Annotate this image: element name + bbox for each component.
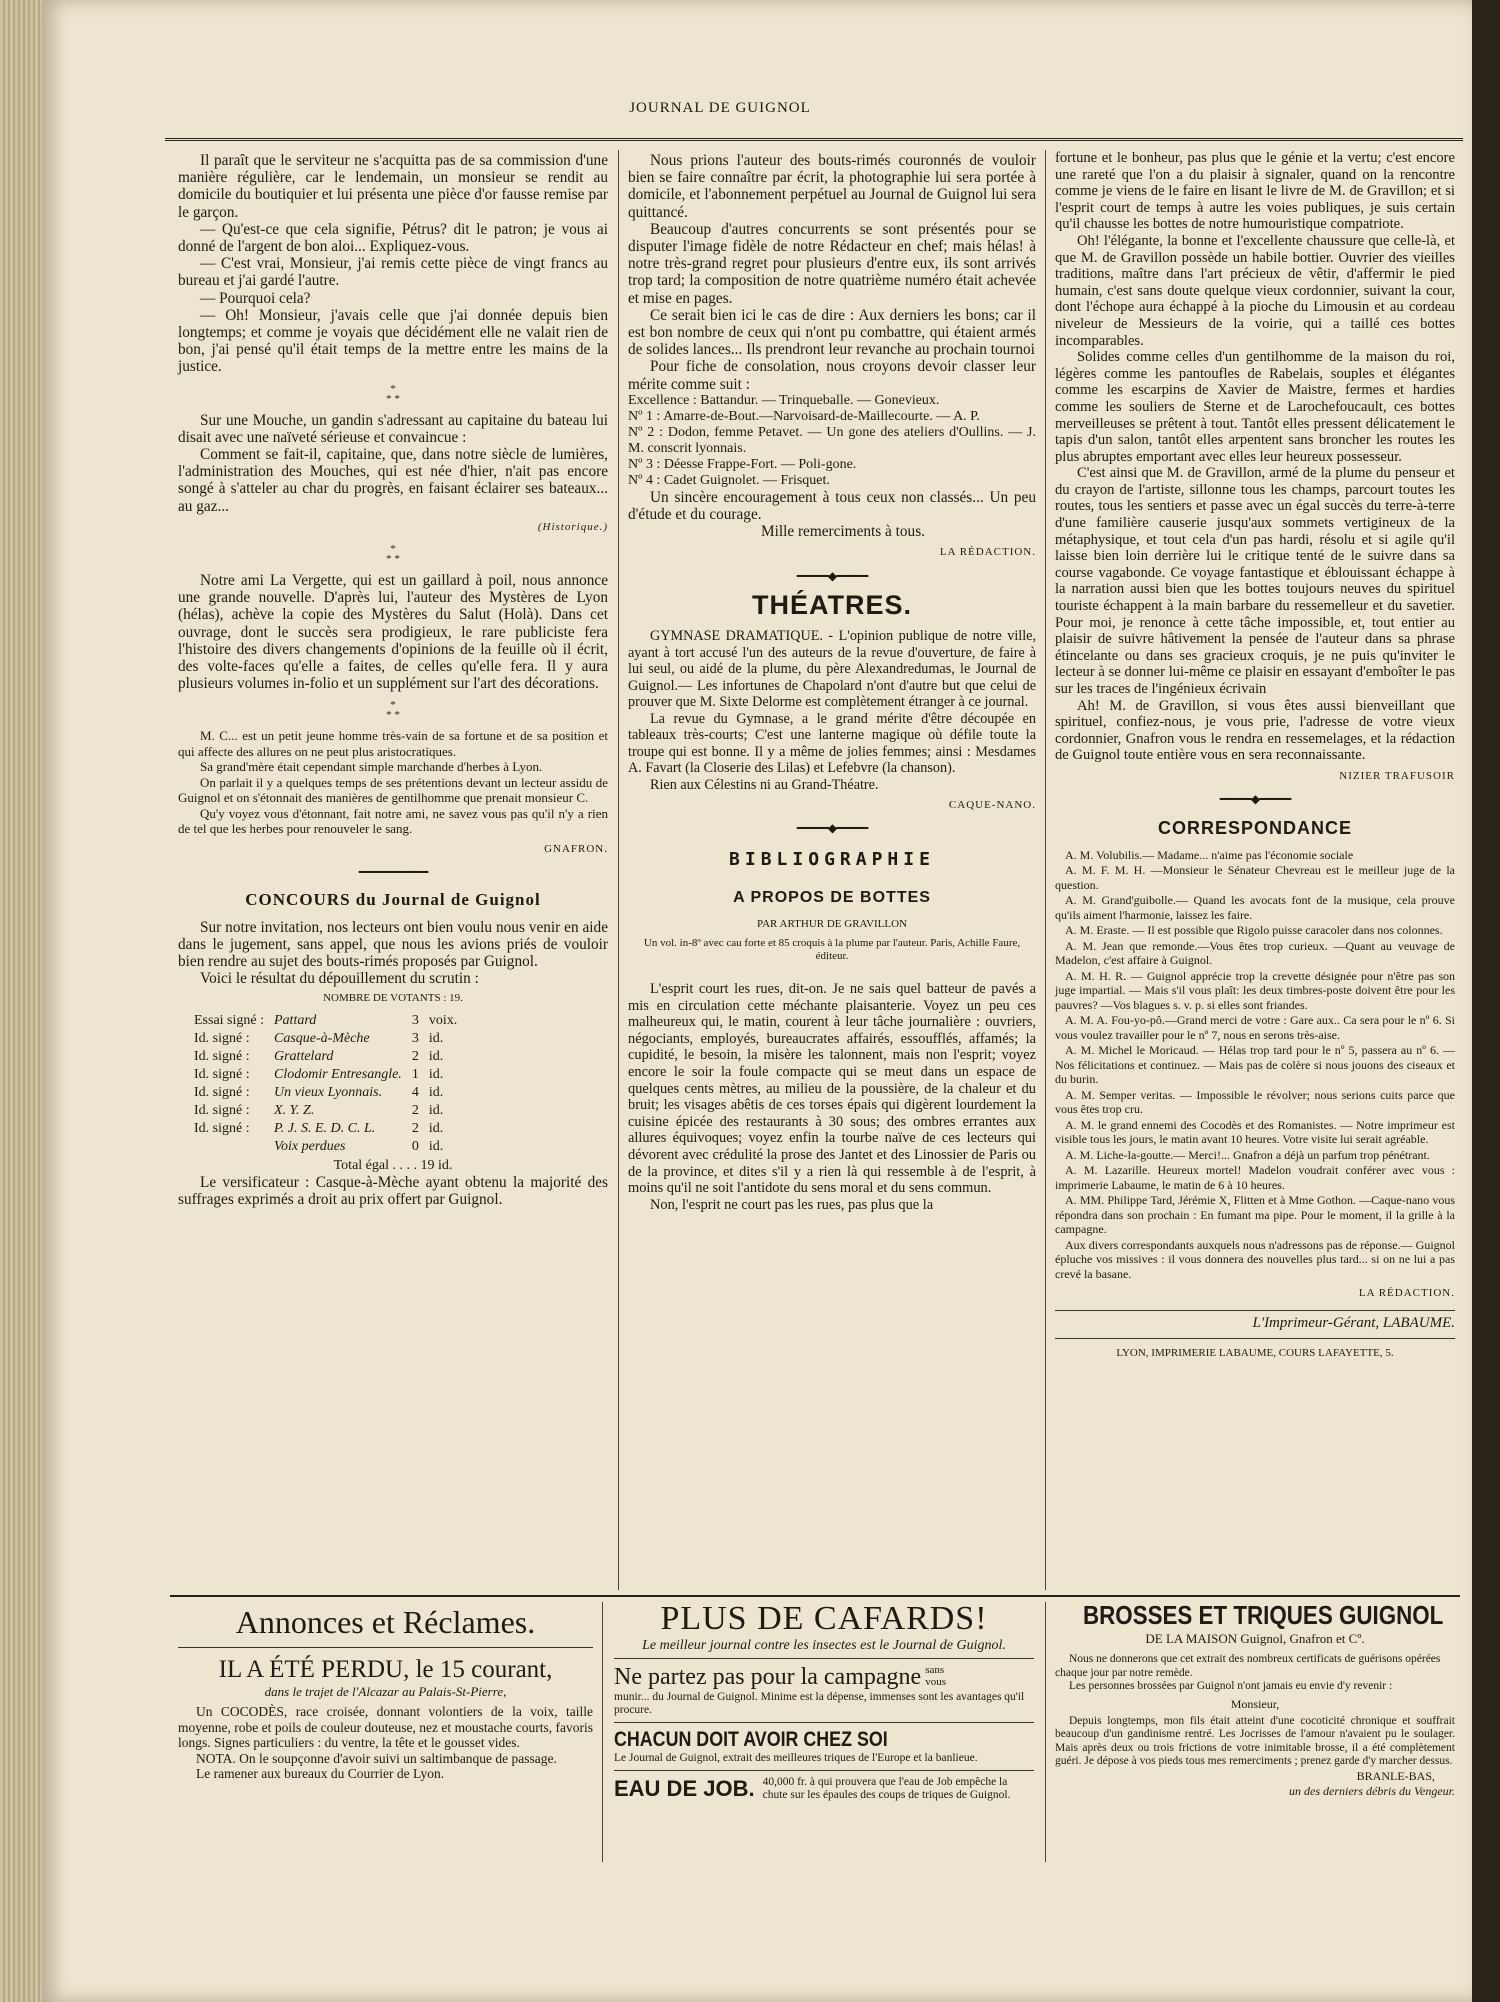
merit-line: Nº 3 : Déesse Frappe-Fort. — Poli-gone. [628, 456, 857, 472]
paragraph: Sur une Mouche, un gandin s'adressant au capitaine du bateau lui disait avec une naïveté sérieuse et convaincue : [178, 411, 608, 446]
vote-label: Id. signé : [194, 1048, 250, 1064]
lost-subtitle: dans le trajet de l'Alcazar au Palais-St-Pierre, [264, 1684, 507, 1699]
ad-journal [614, 1600, 1034, 1900]
ads-divider [1045, 1602, 1046, 1862]
vote-unit: voix. [428, 1012, 458, 1028]
signature: NIZIER TRAFUSOIR [1339, 769, 1455, 782]
paragraph: Un sincère encouragement à tous ceux non classés... Un peu d'étude et du courage. [628, 488, 1036, 524]
vote-result-row [190, 1031, 461, 1047]
header-rule [165, 138, 1463, 141]
vote-unit: id. [428, 1030, 444, 1046]
correspondance-item: A. M. Liche-la-goutte.— Merci!... Gnafron a déjà un parfum trop pénétrant. [1065, 1147, 1430, 1162]
historique-note: (Historique.) [537, 520, 608, 533]
vote-result-row [190, 1013, 461, 1029]
paragraph: Mille remerciments à tous. [761, 523, 925, 541]
correspondance-item: A. M. le grand ennemi des Cocodès et des Romanistes. — Notre imprimeur est visible tous les jours, le matin avant 10 heures. Votre visite lui serait agréable. [1055, 1117, 1455, 1147]
paragraph: fortune et le bonheur, pas plus que le génie et la vertu; c'est encore une rareté que l'on a du plaisir à signaler, quand on la rencontre comme je viens de le faire en lisant le livre de M. de Gravillon; et si l'esprit court de temps à autre les voies publiques, je suis certain qu'il chausse les bottes de notre humouristique compatriote. [1055, 150, 1455, 233]
vote-label: Id. signé : [194, 1066, 250, 1082]
bottes-author: PAR ARTHUR DE GRAVILLON [757, 917, 907, 930]
vote-count: 2 [411, 1048, 419, 1064]
vote-name: Casque-à-Mèche [274, 1030, 370, 1046]
column-1 [178, 152, 608, 1208]
brosses-paragraph: Les personnes brossées par Guignol n'ont jamais eu envie d'y revenir : [1069, 1680, 1393, 1692]
campagne-body: munir... du Journal de Guignol. Minime est la dépense, immenses sont les avantages qu'il procure. [614, 1691, 1025, 1716]
correspondance-item: A. M. Eraste. — Il est possible que Rigolo puisse caracoler dans nos colonnes. [1065, 923, 1443, 938]
correspondance-item: Aux divers correspondants auxquels nous n'adressons pas de réponse.— Guignol épluche vos missives : il vous donnera des nouvelles plus tard... si on ne lui a pas crevé la basane. [1055, 1237, 1455, 1281]
asterism: * * * [386, 382, 400, 405]
ornament-divider: ━━━━━◆━━━━━ [1219, 792, 1291, 807]
merit-line: Nº 1 : Amarre-de-Bout.—Narvoisard-de-Maillecourte. — A. P. [628, 408, 980, 424]
signature: LA RÉDACTION. [1358, 1287, 1455, 1300]
correspondance-item: A. M. Semper veritas. — Impossible le révolver; nous serions cuits parce que vous êtes trop cru. [1055, 1087, 1455, 1117]
paragraph: C'est ainsi que M. de Gravillon, armé de la plume du penseur et du crayon de l'artiste, sillonne tous les champs, parcourt toutes les routes, tous les sentiers et passe avec un égal succès du terre-à-terre d'une familière causerie jusqu'aux sommets vertigineux de la métaphysique, et tout cela d'un pas hardi, résolu et si agile qu'il laisse bien loin derrière lui le critique tenté de le suivre dans sa course vagabonde. Ce voyage fantastique et éblouissant échappe à la narration aussi bien que les bottes toujours neuves du spirituel touriste échappent à la main barbare du ressemelleur et du savetier. Pour moi, je renonce à cette tâche impossible, et, tout entier au plaisir de suivre hâtivement la pensée de l'auteur dans sa phrase étincelante ou dans ses gracieux croquis, je ne puis qu'inviter le lecteur à se donner lui-même ce plaisir en essayant d'emboîter le pas sur les traces de l'ingénieux écrivain [1055, 465, 1455, 697]
lost-body: Un COCODÈS, race croisée, donnant volontiers de la voix, taille moyenne, robe et poils de couleur douteuse, nez et moustache courts, favoris longs. Signes particuliers : du ventre, la tête et le gousset vides. [178, 1704, 593, 1750]
paragraph: — Pourquoi cela? [200, 289, 311, 307]
brosses-signature: BRANLE-BAS, [1356, 1768, 1435, 1783]
votants-count: NOMBRE DE VOTANTS : 19. [323, 992, 463, 1005]
paragraph: Oh! l'élégante, la bonne et l'excellente chaussure que celle-là, et que M. de Gravillon possède un habile bottier. Ouvrier des vieilles traditions, maître dans l'art précieux de vêtir, d'affermir le pied humain, c'est sans doute quelque vieux cordonnier, suivant la cour, dont l'échope aura échappé à la pioche du Limousin et au cordeau niveleur de Messieurs de la voirie, qui a taillé ces bottes incomparables. [1055, 232, 1455, 349]
divider [614, 1658, 1034, 1659]
correspondance-item: A. M. Grand'guibolle.— Quand les avocats font de la musique, cela prouve qu'ils aiment l'harmonie, laissez les faire. [1055, 893, 1455, 922]
chacun-title: CHACUN DOIT AVOIR CHEZ SOI [614, 1728, 888, 1751]
cafards-title: PLUS DE CAFARDS! [660, 1600, 988, 1637]
vote-unit: id. [428, 1066, 444, 1082]
signature: GNAFRON. [544, 842, 608, 855]
paragraph: On parlait il y a quelques temps de ses prétentions devant un lecteur assidu de Guignol et on s'étonnait des manières de gentilhomme que prenait monsieur C. [178, 774, 608, 806]
book-binding [0, 0, 42, 2002]
annonces-title: Annonces et Réclames. [235, 1604, 536, 1640]
divider [614, 1722, 1034, 1723]
lost-return: Le ramener aux bureaux du Courrier de Lyon. [196, 1766, 445, 1781]
paragraph: Le versificateur : Casque-à-Mèche ayant obtenu la majorité des suffrages exprimés a droit au prix offert par Guignol. [178, 1173, 608, 1209]
paragraph: Notre ami La Vergette, qui est un gaillard à poil, nous annonce une grande nouvelle. D'après lui, l'auteur des Mystères de Lyon (hélas), achève la copie des Mystères du Salut (Holà). Dans cet ouvrage, dont le succès sera prodigieux, le rare publiciste fera l'histoire des divers changements d'opinions de la feuille où il écrit, des volte-faces qu'elle a faites, de celles qu'elle fera. Il y aura plusieurs volumes in-folio et un supplément sur l'art des décorations. [178, 572, 608, 693]
paragraph: Beaucoup d'autres concurrents se sont présentés pour se disputer l'image fidèle de notre Rédacteur en chef; mais hélas! à notre très-grand regret pour plusieurs d'entre eux, ils sont arrivés trop tard; la composition de notre quatrième numéro était achevée et mise en pages. [628, 220, 1036, 307]
correspondance-item: A. M. Lazarille. Heureux mortel! Madelon voudrait conférer avec vous : imprimerie Labaume, le matin de 6 à 10 heures. [1055, 1163, 1455, 1192]
asterism: * * * [386, 543, 400, 566]
ad-lost [178, 1600, 593, 1900]
correspondance-item: A. M. Volubilis.— Madame... n'aime pas l'économie sociale [1065, 847, 1354, 862]
paragraph: — Oh! Monsieur, j'avais celle que j'ai donnée depuis bien longtemps; et comme je voyais que décidément elle ne valait rien de bon, j'ai pensé qu'il était temps de la mettre entre les mains de la justice. [178, 306, 608, 376]
vote-count: 4 [411, 1084, 419, 1100]
vote-name: X. Y. Z. [274, 1102, 315, 1118]
column-3 [1055, 150, 1455, 1363]
paragraph: Qu'y voyez vous d'étonnant, fait notre ami, ne savez vous pas qu'il n'y a rien de tel que les herbes pour renouveler le sang. [178, 805, 608, 837]
vote-name: Un vieux Lyonnais. [274, 1084, 383, 1100]
lost-nota: NOTA. On le soupçonne d'avoir suivi un saltimbanque de passage. [196, 1750, 557, 1766]
paragraph: Comment se fait-il, capitaine, que, dans notre siècle de lumières, l'administration des Mouches, qui est née d'hier, n'ait pas encore songé à s'atteler au char du progrès, en faisant éclairer ses bateaux... au gaz... [178, 446, 608, 515]
paragraph: Sa grand'mère était cependant simple marchande d'herbes à Lyon. [200, 759, 543, 775]
merit-line: Excellence : Battandur. — Trinqueballe. — Gonevieux. [628, 392, 940, 408]
paragraph: Pour fiche de consolation, nous croyons devoir classer leur mérite comme suit : [628, 358, 1036, 393]
vote-count: 3 [411, 1012, 419, 1028]
vote-label [190, 1139, 268, 1155]
divider [1055, 1310, 1455, 1311]
vote-result-row [190, 1103, 461, 1119]
vote-name: P. J. S. E. D. C. L. [274, 1120, 376, 1136]
column-divider [1045, 150, 1046, 1590]
merit-line: Nº 4 : Cadet Guignolet. — Frisquet. [628, 472, 830, 488]
paragraph: Il paraît que le serviteur ne s'acquitta pas de sa commission d'une manière régulière, car le lendemain, un monsieur se rendit au domicile du boutiquier et lui présenta une pièce d'or fausse remise par le garçon. [178, 152, 608, 221]
correspondance-item: A. M. F. M. H. —Monsieur le Sénateur Chevreau est le meilleur juge de la question. [1055, 863, 1455, 892]
page-header-title: JOURNAL DE GUIGNOL [629, 100, 811, 116]
vote-result-row [190, 1139, 461, 1155]
column-2 [628, 152, 1036, 1213]
vote-label: Id. signé : [194, 1120, 250, 1136]
vote-result-row [190, 1085, 461, 1101]
ornament-divider: ━━━━━◆━━━━━ [796, 821, 868, 836]
signature: LA RÉDACTION. [939, 546, 1036, 559]
vote-name: Pattard [274, 1012, 317, 1028]
brosses-subtitle: DE LA MAISON Guignol, Gnafron et Cº. [1145, 1631, 1365, 1646]
vote-total: Total égal . . . . 19 id. [333, 1157, 453, 1173]
vote-label: Essai signé : [194, 1012, 264, 1028]
vote-unit: id. [428, 1102, 444, 1118]
job-title: EAU DE JOB. [614, 1776, 755, 1801]
vote-unit: id. [428, 1120, 444, 1136]
ornament-divider: ━━━━━━━━━━━ [358, 865, 428, 880]
brosses-signature-note: un des derniers débris du Vengeur. [1289, 1783, 1455, 1798]
correspondance-title: CORRESPONDANCE [1157, 818, 1353, 839]
vote-name: Clodomir Entresangle. [274, 1066, 402, 1082]
brosses-salutation: Monsieur, [1230, 1696, 1280, 1711]
asterism: * * * [386, 699, 400, 722]
ornament-divider: ━━━━━◆━━━━━ [796, 568, 868, 583]
correspondance-item: A. MM. Philippe Tard, Jérémie X, Flitten et à Mme Gothon. —Caque-nano vous répondra dans son prochain : En fumant ma pipe. Pour le moment, il la grille à la campagne. [1055, 1193, 1455, 1237]
bibliographie-title: BIBLIOGRAPHIE [729, 849, 935, 871]
vote-results-table [188, 1011, 463, 1157]
vote-result-row [190, 1049, 461, 1065]
correspondance-item: A. M. A. Fou-yo-pô.—Grand merci de votre : Gare aux.. Ca sera pour le nº 6. Si vous voulez travailler pour le nº 7, nous en serons très-aise. [1055, 1013, 1455, 1042]
campagne-side: sans vous [925, 1664, 946, 1688]
theatres-title: THÉATRES. [751, 589, 912, 620]
divider [614, 1770, 1034, 1771]
concours-title: CONCOURS du Journal de Guignol [245, 890, 541, 910]
merit-line: Nº 2 : Dodon, femme Petavet. — Un gone des ateliers d'Oullins. — J. M. conscrit lyonnais. [628, 424, 1036, 456]
paragraph: L'esprit court les rues, dit-on. Je ne sais quel batteur de pavés a mis en circulation cette méchante plaisanterie. Voyez un peu ces malheureux qui, le matin, courent à leur tâche journalière : ouvriers, négociants, employés, bureaucrates affairés, essoufflés, affamés; la cupidité, le besoin, la misère les talonnent, mais non l'esprit; voyez encore le soir la foule compacte qui se meut dans un espace de quelques cents mètres, au milieu de la poussière, de la chaleur et du bruit; les visages abêtis de ces torses épais qui digèrent lourdement la cuisine épicée des restaurants à 30 sous; des ombres errantes aux allures équivoques; voyez enfin la tourbe naïve de ces lecteurs qui dévorent avec crédulité la prose des Jantet et des Linossier de Paris ou de la province, et dites s'il y a rien là qui ressemble à de l'esprit, à moins qu'il ne soit l'antidote du sens moral et du sens commun. [628, 981, 1036, 1197]
vote-result-row [190, 1067, 461, 1083]
ads-divider [602, 1602, 603, 1862]
vote-label: Id. signé : [194, 1030, 250, 1046]
column-divider [618, 150, 619, 1590]
vote-count: 0 [411, 1138, 419, 1154]
paragraph: Nous prions l'auteur des bouts-rimés couronnés de vouloir bien se faire connaître par écrit, la photographie lui sera portée à domicile, et l'abonnement perpétuel au Journal de Guignol lui sera quittancé. [628, 152, 1036, 221]
vote-name: Voix perdues [274, 1138, 346, 1154]
correspondance-list [1055, 848, 1455, 1282]
vote-unit: id. [428, 1048, 444, 1064]
vote-label: Id. signé : [194, 1084, 250, 1100]
correspondance-item: A. M. Michel le Moricaud. — Hélas trop tard pour le nº 5, passera au nº 6. — Nos félicitations et continuez. — Mais pas de colère si nous jouons des ciseaux et du burin. [1055, 1043, 1455, 1087]
page-edge [1472, 0, 1500, 2002]
correspondance-item: A. M. Jean que remonde.—Vous êtes trop curieux. —Quant au veuvage de Madelon, c'est affaire à Guignol. [1055, 938, 1455, 968]
paragraph: Rien aux Célestins ni au Grand-Théatre. [650, 776, 879, 793]
vote-result-row [190, 1121, 461, 1137]
vote-label: Id. signé : [194, 1102, 250, 1118]
imprimeur-gerant: L'Imprimeur-Gérant, LABAUME. [1252, 1315, 1455, 1332]
vote-unit: id. [428, 1084, 444, 1100]
bottes-title: A PROPOS DE BOTTES [733, 888, 931, 906]
ads-top-rule [170, 1595, 1460, 1597]
vote-count: 2 [411, 1102, 419, 1118]
job-body: 40,000 fr. à qui prouvera que l'eau de Job empêche la chute sur les épaules des coups de triques de Guignol. [762, 1776, 1011, 1801]
paragraph: Solides comme celles d'un gentilhomme de la maison du roi, légères comme les pantoufles de Rabelais, souples et élégantes comme les escarpins de Xavier de Maistre, fermes et hardies comme les souliers de Sterne et de Larochefoucault, ces bottes merveilleuses se prêtent à tout. Tantôt elles pressent délicatement le tapis d'un salon, tantôt elles arpentent sans broncher les routes les plus abruptes emportant avec elles leur heureux possesseur. [1055, 349, 1455, 465]
campagne-title: Ne partez pas pour la campagne [614, 1664, 922, 1690]
paragraph: La revue du Gymnase, a le grand mérite d'être découpée en tableaux très-courts; C'est une lanterne magique où défile toute la troupe qui est bonne. Il y a même de jolies femmes; ainsi : Mesdames A. Favart (la Closerie des Lilas) et Lefebvre (la chanson). [628, 710, 1036, 777]
imprimerie-address: LYON, IMPRIMERIE LABAUME, COURS LAFAYETTE, 5. [1116, 1347, 1394, 1360]
paragraph: Ah! M. de Gravillon, si vous êtes aussi bienveillant que spirituel, confiez-nous, je vous prie, l'adresse de votre vieux cordonnier, Gnafron vous le rendra en ressemelages, et la rédaction de Guignol toute entière vous en sera reconnaissante. [1055, 697, 1455, 764]
correspondance-item: A. M. H. R. — Guignol apprécie trop la crevette désignée pour n'être pas son juge impartial. — Mais s'il vous plaît: les deux timbres-poste doivent être pour les pauvres? —Vos blagues s. v. p. si elles sont friandes. [1055, 968, 1455, 1012]
bottes-description: Un vol. in-8º avec cau forte et 85 croquis à la plume par l'auteur. Paris, Achille Faure, éditeur. [643, 937, 1021, 963]
vote-unit: id. [428, 1138, 444, 1154]
chacun-body: Le Journal de Guignol, extrait des meilleures triques de l'Europe et la banlieue. [614, 1752, 978, 1764]
paragraph: Sur notre invitation, nos lecteurs ont bien voulu nous venir en aide dans le jugement, sans appel, que nous les avions priés de vouloir bien rendre au sujet des bouts-rimés proposés par Guignol. [178, 918, 608, 970]
ad-brosses [1055, 1600, 1455, 1900]
divider [1055, 1338, 1455, 1339]
brosses-letter: Depuis longtemps, mon fils était atteint d'une cocoticité chronique et souffrait beaucoup d'un gandinisme rentré. Les Jocrisses de l'amour n'avaient pu le soulager. Mais après deux ou trois frictions de votre inimitable brosse, il a été complètement guéri. Je dépose à vos pieds tous mes remerciments ; prenez garde d'y marcher dessus. [1055, 1714, 1455, 1767]
lost-title: IL A ÉTÉ PERDU, le 15 courant, [218, 1656, 553, 1683]
brosses-title: BROSSES ET TRIQUES GUIGNOL [1083, 1600, 1444, 1630]
paragraph: — C'est vrai, Monsieur, j'ai remis cette pièce de vingt francs au bureau et j'ai gardé l'autre. [178, 255, 608, 290]
paragraph: Non, l'esprit ne court pas les rues, pas plus que la [650, 1196, 934, 1213]
signature: CAQUE-NANO. [948, 799, 1036, 812]
paragraph: — Qu'est-ce que cela signifie, Pétrus? dit le patron; je vous ai donné de l'argent de bon aloi... Expliquez-vous. [178, 220, 608, 256]
paragraph: Ce serait bien ici le cas de dire : Aux derniers les bons; car il est bon nombre de ceux qui n'ont pu combattre, qui étaient armés de solides lances... Ils prendront leur revanche au prochain tournoi [628, 306, 1036, 359]
paragraph: Voici le résultat du dépouillement du scrutin : [200, 970, 479, 988]
vote-name: Grattelard [274, 1048, 334, 1064]
divider [178, 1647, 593, 1648]
vote-count: 1 [411, 1066, 419, 1082]
brosses-paragraph: Nous ne donnerons que cet extrait des nombreux certificats de guérisons opérées chaque jour par notre remède. [1055, 1653, 1441, 1679]
paragraph: M. C... est un petit jeune homme très-vain de sa fortune et de sa position et qui affecte des allures on ne peut plus aristocratiques. [178, 728, 608, 759]
vote-count: 2 [411, 1120, 419, 1136]
vote-count: 3 [411, 1030, 419, 1046]
paragraph: GYMNASE DRAMATIQUE. - L'opinion publique de notre ville, ayant à tort accusé l'un des auteurs de la revue d'ouverture, de faire à lui seul, ou aidé de la plume, du père Alexandredumas, le Journal de Guignol.— Les infortunes de Chapolard n'ont d'autre but que celui de prouver que M. Sixte Delorme est complètement étranger à ce journal. [628, 628, 1036, 711]
cafards-subtitle: Le meilleur journal contre les insectes est le Journal de Guignol. [642, 1638, 1006, 1653]
